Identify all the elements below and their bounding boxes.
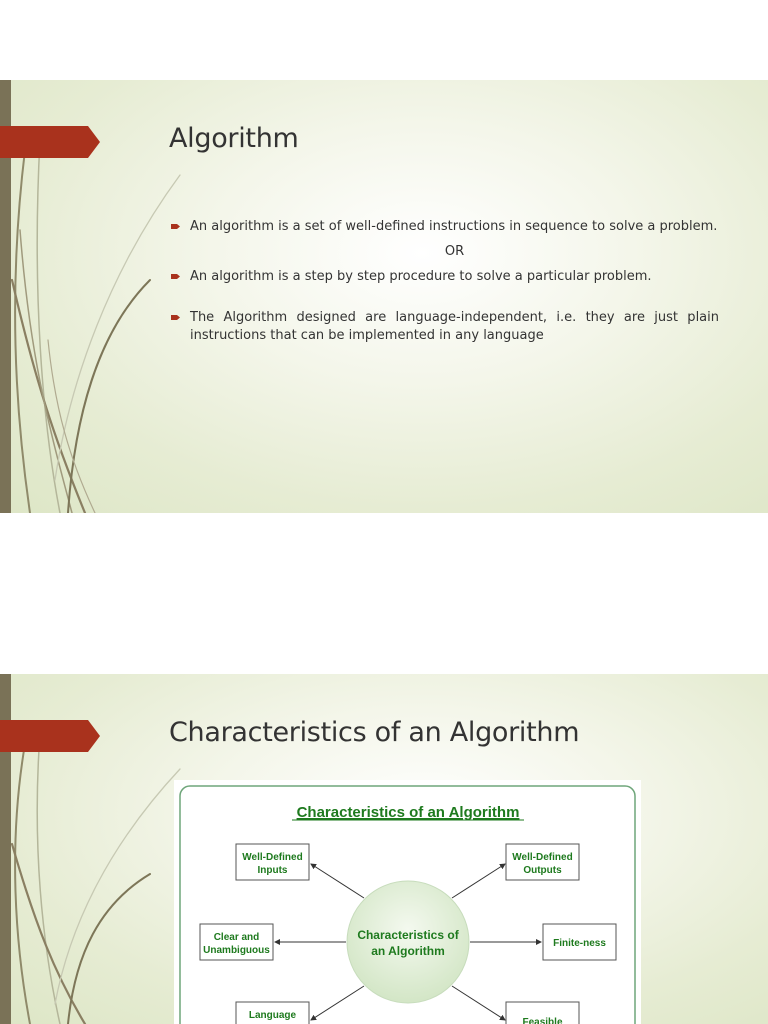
node-label: Finite-ness <box>553 938 606 949</box>
slide-characteristics <box>0 674 768 1024</box>
title-marker-tab <box>0 126 100 158</box>
bullet-item <box>171 218 719 236</box>
bullet-arrow-icon <box>171 274 180 279</box>
bullet-item <box>171 268 719 286</box>
bullet-arrow-icon <box>171 224 180 229</box>
slide-title: Characteristics of an Algorithm <box>169 717 580 748</box>
bullet-text: An algorithm is a step by step procedure to solve a particular problem. <box>190 269 652 284</box>
diagram-heading: Characteristics of an Algorithm <box>296 804 520 821</box>
node-label: Clear and <box>213 932 260 943</box>
node-label: Outputs <box>523 865 562 876</box>
node-label: Language <box>248 1010 297 1021</box>
bullet-text: The Algorithm designed are language-independent, i.e. they are just plain instructions that can be implemented in any language <box>190 310 719 343</box>
node-label: Unambiguous <box>203 945 270 956</box>
center-label-line1: Characteristics of <box>357 928 459 942</box>
slide-title: Algorithm <box>169 123 299 154</box>
bullet-arrow-icon <box>171 315 180 320</box>
node-label: Inputs <box>257 865 288 876</box>
center-circle <box>347 881 469 1003</box>
node-label: Well-Defined <box>242 852 303 863</box>
bullet-item <box>171 309 719 345</box>
node-label: Well-Defined <box>512 852 573 863</box>
center-label-line2: an Algorithm <box>371 944 445 958</box>
characteristics-diagram <box>174 780 641 1024</box>
slide-algorithm <box>0 80 768 513</box>
title-marker-tab <box>0 720 100 752</box>
bullet-list <box>171 218 719 345</box>
bullet-text: An algorithm is a set of well-defined instructions in sequence to solve a problem. <box>190 219 718 234</box>
or-separator: OR <box>444 244 465 259</box>
node-label: Feasible <box>522 1017 563 1024</box>
diagram-svg <box>174 780 641 1024</box>
